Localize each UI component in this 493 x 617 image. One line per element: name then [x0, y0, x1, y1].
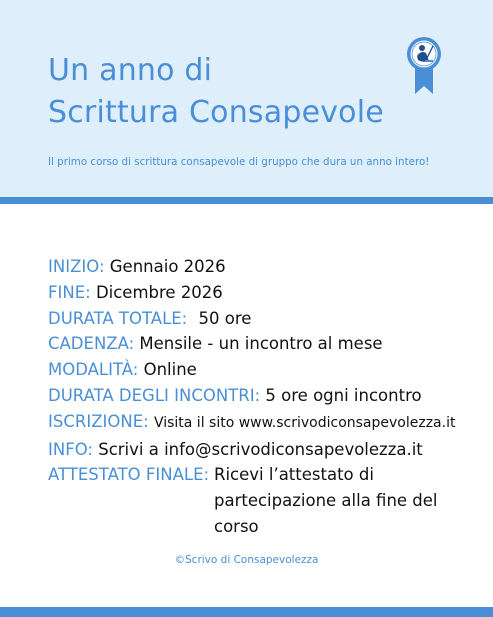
detail-modalita — [48, 357, 478, 383]
detail-value: Dicembre 2026 — [95, 282, 223, 302]
title-line-1: Un anno di — [48, 53, 213, 88]
award-ribbon-icon — [404, 36, 444, 96]
detail-label: INIZIO: — [48, 257, 105, 276]
detail-label: FINE: — [48, 282, 91, 302]
detail-iscrizione — [48, 409, 478, 437]
subtitle: Il primo corso di scrittura consapevole di gruppo che dura un anno intero! — [48, 156, 430, 168]
detail-durata-totale — [48, 306, 478, 332]
detail-fine — [48, 280, 478, 306]
footer-bar — [0, 607, 493, 617]
detail-label: ISCRIZIONE: — [48, 411, 149, 431]
detail-value: Gennaio 2026 — [109, 257, 226, 276]
detail-value: 5 ore ogni incontro — [265, 385, 422, 405]
detail-value: 50 ore — [198, 308, 252, 328]
detail-value: Visita il sito www.scrivodiconsapevolezza.it — [153, 414, 456, 431]
detail-inizio — [48, 254, 478, 280]
detail-label: DURATA DEGLI INCONTRI: — [48, 385, 261, 405]
header-divider — [0, 197, 493, 204]
detail-attestato — [48, 462, 478, 539]
course-details — [48, 254, 478, 539]
detail-info — [48, 437, 478, 463]
detail-label: CADENZA: — [48, 334, 135, 354]
detail-label: ATTESTATO FINALE: — [48, 465, 210, 485]
title-line-2: Scrittura Consapevole — [48, 95, 384, 130]
footer-copyright: ©Scrivo di Consapevolezza — [174, 554, 319, 566]
detail-cadenza — [48, 331, 478, 357]
detail-value: Scrivi a info@scrivodiconsapevolezza.it — [98, 439, 423, 459]
detail-value: Ricevi l’attestato di partecipazione alla fine del corso — [214, 465, 438, 536]
page-title — [48, 50, 384, 134]
detail-value: Mensile - un incontro al mese — [139, 334, 383, 354]
detail-label: INFO: — [48, 439, 93, 459]
detail-label: MODALITÀ: — [48, 360, 139, 380]
detail-label: DURATA TOTALE: — [48, 308, 188, 328]
detail-durata-incontri — [48, 383, 478, 409]
detail-value: Online — [143, 360, 197, 380]
